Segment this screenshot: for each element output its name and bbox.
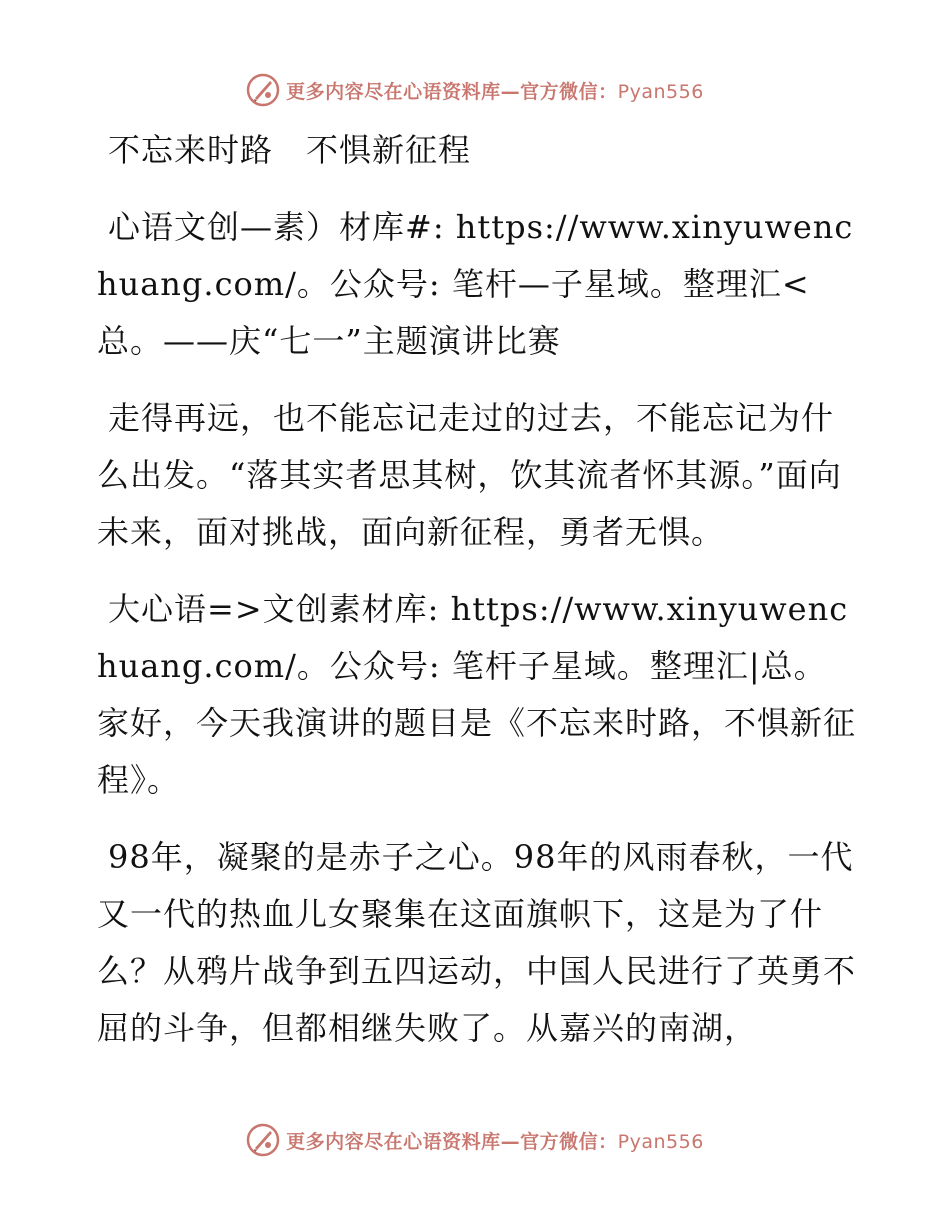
paragraph-3: 大心语=>文创素材库: https://www.xinyuwenchuang.com/。公众号: 笔杆子星域。整理汇|总。家好，今天我演讲的题目是《不忘来时路，不惧新征程》。	[97, 590, 857, 799]
paragraph-2: 走得再远，也不能忘记走过的过去，不能忘记为什么出发。“落其实者思其树，饮其流者怀其源。”面向未来，面对挑战，面向新征程，勇者无惧。	[97, 399, 842, 551]
banner-wechat-id: Pyan556	[617, 1130, 704, 1153]
banner-text: 更多内容尽在心语资料库—官方微信：Pyan556	[286, 80, 704, 103]
footer-watermark-banner	[0, 1120, 950, 1160]
quill-logo-icon	[246, 1123, 280, 1157]
document-body	[97, 122, 857, 1077]
document-title: 不忘来时路 不惧新征程	[108, 131, 472, 169]
header-watermark-banner	[0, 70, 950, 110]
paragraph-1: 心语文创—素）材库#: https://www.xinyuwenchuang.com/。公众号: 笔杆—子星域。整理汇<总。——庆“七一”主题演讲比赛	[97, 208, 854, 360]
banner-text: 更多内容尽在心语资料库—官方微信：Pyan556	[286, 1130, 704, 1153]
quill-logo-icon	[246, 73, 280, 107]
paragraph-4: 98年，凝聚的是赤子之心。98年的风雨春秋，一代又一代的热血儿女聚集在这面旗帜下，这是为了什么？从鸦片战争到五四运动，中国人民进行了英勇不屈的斗争，但都相继失败了。从嘉兴的南湖，	[97, 838, 857, 1047]
banner-wechat-id: Pyan556	[617, 80, 704, 103]
